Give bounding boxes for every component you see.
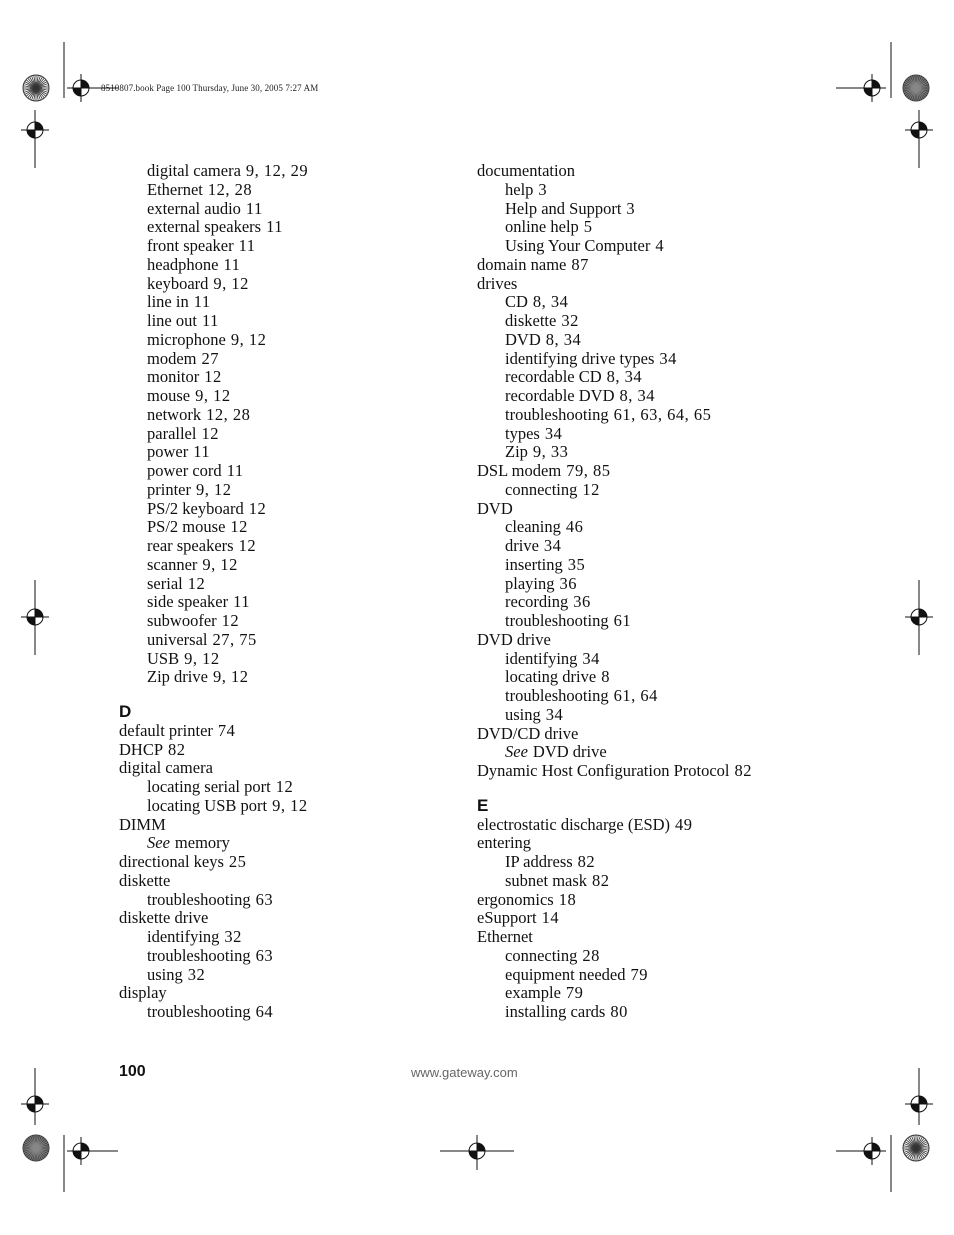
crosshair-icon xyxy=(905,603,933,631)
index-term: line out xyxy=(147,311,197,330)
index-term: external audio xyxy=(147,198,241,218)
index-term: DHCP xyxy=(119,739,164,759)
index-term: DVD xyxy=(477,498,513,518)
index-term: power cord xyxy=(147,461,222,480)
index-page-refs: 61 xyxy=(613,611,632,630)
index-term: playing xyxy=(505,573,555,593)
index-page-refs: 11 xyxy=(193,292,211,312)
index-term: troubleshooting xyxy=(505,686,609,705)
index-page-refs: 12 xyxy=(238,536,257,555)
index-term: DVD drive xyxy=(532,742,607,762)
index-term: memory xyxy=(174,833,230,853)
index-term: modem xyxy=(147,348,197,368)
index-page-refs: 79 xyxy=(565,983,584,1003)
index-page-refs: 34 xyxy=(659,348,677,368)
index-page-refs: 36 xyxy=(573,592,591,612)
index-term: locating drive xyxy=(505,667,597,687)
index-term: CD xyxy=(505,292,528,312)
index-term: installing cards xyxy=(505,1002,606,1021)
index-term: rear speakers xyxy=(147,536,234,555)
index-term: DSL modem xyxy=(477,461,562,480)
index-page-refs: 8, 34 xyxy=(619,386,655,405)
index-term: drive xyxy=(505,536,539,555)
index-page-refs: 64 xyxy=(255,1002,274,1021)
index-term: side speaker xyxy=(147,592,229,612)
sunburst-icon xyxy=(903,75,929,101)
index-page-refs: 12 xyxy=(230,517,248,537)
index-term: Zip drive xyxy=(147,667,208,687)
index-page-refs: 11 xyxy=(193,442,211,462)
index-page-refs: 80 xyxy=(610,1002,628,1021)
footer-url: www.gateway.com xyxy=(411,1065,518,1080)
index-page-refs: 9, 33 xyxy=(532,442,569,462)
index-term: serial xyxy=(147,573,183,593)
index-term: using xyxy=(505,704,541,724)
see-reference-label: See xyxy=(505,742,528,762)
index-term: troubleshooting xyxy=(147,889,251,909)
index-page-refs: 11 xyxy=(238,236,256,255)
index-page-refs: 9, 12 xyxy=(212,667,249,687)
index-term: documentation xyxy=(477,161,576,180)
index-page-refs: 79, 85 xyxy=(566,461,611,480)
index-term: diskette xyxy=(505,311,557,330)
index-term: types xyxy=(505,423,540,443)
index-page-refs: 82 xyxy=(592,870,610,890)
index-term: directional keys xyxy=(119,852,224,871)
index-page-refs: 3 xyxy=(626,198,636,218)
crosshair-icon xyxy=(21,74,933,1165)
index-term: electrostatic discharge (ESD) xyxy=(477,814,671,834)
index-page-refs: 87 xyxy=(571,254,589,274)
index-page-refs: 12 xyxy=(201,423,219,443)
index-page-refs: 11 xyxy=(201,311,219,330)
crosshair-icon xyxy=(67,74,95,102)
index-page-refs: 9, 12 xyxy=(213,273,249,293)
index-term: equipment needed xyxy=(505,964,626,984)
index-page-refs: 34 xyxy=(544,423,563,443)
index-term: connecting xyxy=(505,479,578,499)
index-term: default printer xyxy=(119,720,213,740)
index-term: PS/2 keyboard xyxy=(147,498,244,518)
index-term: network xyxy=(147,404,202,424)
index-page-refs: 35 xyxy=(567,554,586,574)
index-page-refs: 11 xyxy=(223,254,241,274)
index-page-refs: 9, 12 xyxy=(230,329,267,349)
crosshair-icon xyxy=(21,1090,49,1118)
index-page-refs: 32 xyxy=(561,311,579,330)
index-page-refs: 32 xyxy=(224,927,242,946)
index-page-refs: 36 xyxy=(559,573,577,593)
index-page-refs: 63 xyxy=(255,889,274,909)
index-term: cleaning xyxy=(505,517,561,537)
index-page-refs: 12, 28 xyxy=(207,179,253,199)
index-page-refs: 4 xyxy=(655,236,665,255)
index-term: connecting xyxy=(505,945,578,965)
index-term: troubleshooting xyxy=(147,1002,251,1021)
crosshair-icon xyxy=(67,1137,95,1165)
crosshair-icon xyxy=(858,74,886,102)
index-term: troubleshooting xyxy=(505,404,609,424)
index-term: Zip xyxy=(505,442,528,462)
index-page-refs: 12, 28 xyxy=(206,404,251,424)
index-page-refs: 11 xyxy=(233,592,250,612)
index-term: online help xyxy=(505,217,579,237)
crosshair-icon xyxy=(858,1137,886,1165)
index-term: diskette xyxy=(119,870,171,890)
index-page-refs: 12 xyxy=(221,611,240,630)
index-page-refs: 9, 12 xyxy=(272,795,308,815)
index-term: subnet mask xyxy=(505,870,588,890)
index-section-letter: E xyxy=(477,795,489,815)
index-page-refs: 9, 12 xyxy=(184,648,220,668)
index-page-refs: 34 xyxy=(545,704,564,724)
index-term: IP address xyxy=(505,852,573,871)
index-term: Help and Support xyxy=(505,198,622,218)
sunburst-icon xyxy=(23,75,49,101)
index-term: headphone xyxy=(147,254,219,274)
print-header: 8510807.book Page 100 Thursday, June 30, 2005 7:27 AM xyxy=(101,83,319,93)
index-term: drives xyxy=(477,273,518,293)
index-term: digital camera xyxy=(119,758,213,778)
index-term: identifying drive types xyxy=(505,348,655,368)
index-term: recording xyxy=(505,592,569,612)
page-number: 100 xyxy=(119,1063,146,1080)
index-term: diskette drive xyxy=(119,908,209,928)
index-term: identifying xyxy=(147,927,220,946)
index-term: identifying xyxy=(505,648,578,668)
index-page-refs: 34 xyxy=(543,536,562,555)
index-page-refs: 12 xyxy=(582,479,600,499)
index-page-refs: 74 xyxy=(217,720,236,740)
index-page-refs: 8 xyxy=(601,667,610,687)
index-page-refs: 79 xyxy=(630,964,648,984)
index-page-refs: 82 xyxy=(734,761,753,780)
index-page-refs: 32 xyxy=(187,964,206,984)
index-page-refs: 12 xyxy=(187,573,206,593)
see-reference-label: See xyxy=(147,833,170,853)
index-term: subwoofer xyxy=(147,611,217,630)
crosshair-icon xyxy=(21,603,49,631)
index-term: DVD xyxy=(505,329,541,349)
index-page-refs: 9, 12 xyxy=(195,386,231,405)
index-term: using xyxy=(147,964,183,984)
index-section-letter: D xyxy=(119,702,132,721)
index-page-refs: 9, 12 xyxy=(202,554,238,574)
index-term: locating USB port xyxy=(147,795,268,815)
index-page-refs: 9, 12 xyxy=(195,479,232,499)
crosshair-icon xyxy=(905,1090,933,1118)
index-page-refs: 61, 64 xyxy=(613,686,658,705)
sunburst-icon xyxy=(23,1135,49,1161)
index-page-refs: 5 xyxy=(583,217,593,237)
index-page-refs: 12 xyxy=(248,498,267,518)
index-term: Ethernet xyxy=(147,179,203,199)
crosshair-icon xyxy=(905,116,933,144)
index-term: monitor xyxy=(147,367,200,387)
index-page-refs: 11 xyxy=(245,198,263,218)
index-page-refs: 8, 34 xyxy=(545,329,582,349)
index-term: USB xyxy=(147,648,180,668)
index-page-refs: 12 xyxy=(204,367,222,387)
index-page-refs: 46 xyxy=(565,517,584,537)
index-term: DVD drive xyxy=(477,629,551,649)
index-page-refs: 61, 63, 64, 65 xyxy=(613,404,712,424)
index-page-refs: 11 xyxy=(266,217,283,237)
index-term: digital camera xyxy=(147,161,241,180)
index-page-refs: 82 xyxy=(577,852,596,871)
index-term: troubleshooting xyxy=(505,611,609,630)
index-term: PS/2 mouse xyxy=(147,517,226,537)
index-term: mouse xyxy=(147,386,191,405)
index-page-refs: 34 xyxy=(582,648,600,668)
index-term: display xyxy=(119,983,167,1003)
index-term: ergonomics xyxy=(477,889,554,909)
index-page-refs: 18 xyxy=(558,889,577,909)
sunburst-icon xyxy=(903,1135,929,1161)
index-term: entering xyxy=(477,833,532,853)
index-term: recordable CD xyxy=(505,367,602,387)
index-page-refs: 82 xyxy=(168,739,186,759)
index-term: scanner xyxy=(147,554,198,574)
index-term: external speakers xyxy=(147,217,262,237)
crosshair-icon xyxy=(21,116,49,144)
index-term: keyboard xyxy=(147,273,209,293)
index-term: Dynamic Host Configuration Protocol xyxy=(477,761,730,780)
sunburst-icon xyxy=(23,75,929,1161)
index-page-refs: 27 xyxy=(201,348,219,368)
index-page-refs: 14 xyxy=(541,908,560,928)
index-page-refs: 63 xyxy=(255,945,274,965)
index-term: microphone xyxy=(147,329,226,349)
index-page-refs: 3 xyxy=(538,179,548,199)
index-term: front speaker xyxy=(147,236,234,255)
index-term: universal xyxy=(147,629,208,649)
index-page-refs: 9, 12, 29 xyxy=(245,161,309,180)
index-term: line in xyxy=(147,292,189,312)
index-term: DIMM xyxy=(119,814,166,834)
index-term: Using Your Computer xyxy=(505,236,651,255)
index-term: locating serial port xyxy=(147,777,271,796)
index-term: inserting xyxy=(505,554,563,574)
index-term: recordable DVD xyxy=(505,386,615,405)
index-page-refs: 49 xyxy=(675,814,693,834)
index-page-refs: 27, 75 xyxy=(212,629,257,649)
crosshair-icon xyxy=(463,1137,491,1165)
index-page-refs: 11 xyxy=(226,461,244,480)
index-term: eSupport xyxy=(477,908,537,928)
index-term: troubleshooting xyxy=(147,945,251,965)
index-term: power xyxy=(147,442,189,462)
index-term: Ethernet xyxy=(477,927,533,946)
index-page-refs: 12 xyxy=(275,777,294,796)
index-term: DVD/CD drive xyxy=(477,723,579,743)
index-page-refs: 28 xyxy=(582,945,600,965)
index-page-refs: 8, 34 xyxy=(532,292,569,312)
index-term: printer xyxy=(147,479,191,499)
index-term: parallel xyxy=(147,423,197,443)
index-term: domain name xyxy=(477,254,567,274)
index-page-refs: 8, 34 xyxy=(606,367,643,387)
index-term: help xyxy=(505,179,534,199)
index-term: example xyxy=(505,983,561,1003)
index-page-refs: 25 xyxy=(228,852,247,871)
